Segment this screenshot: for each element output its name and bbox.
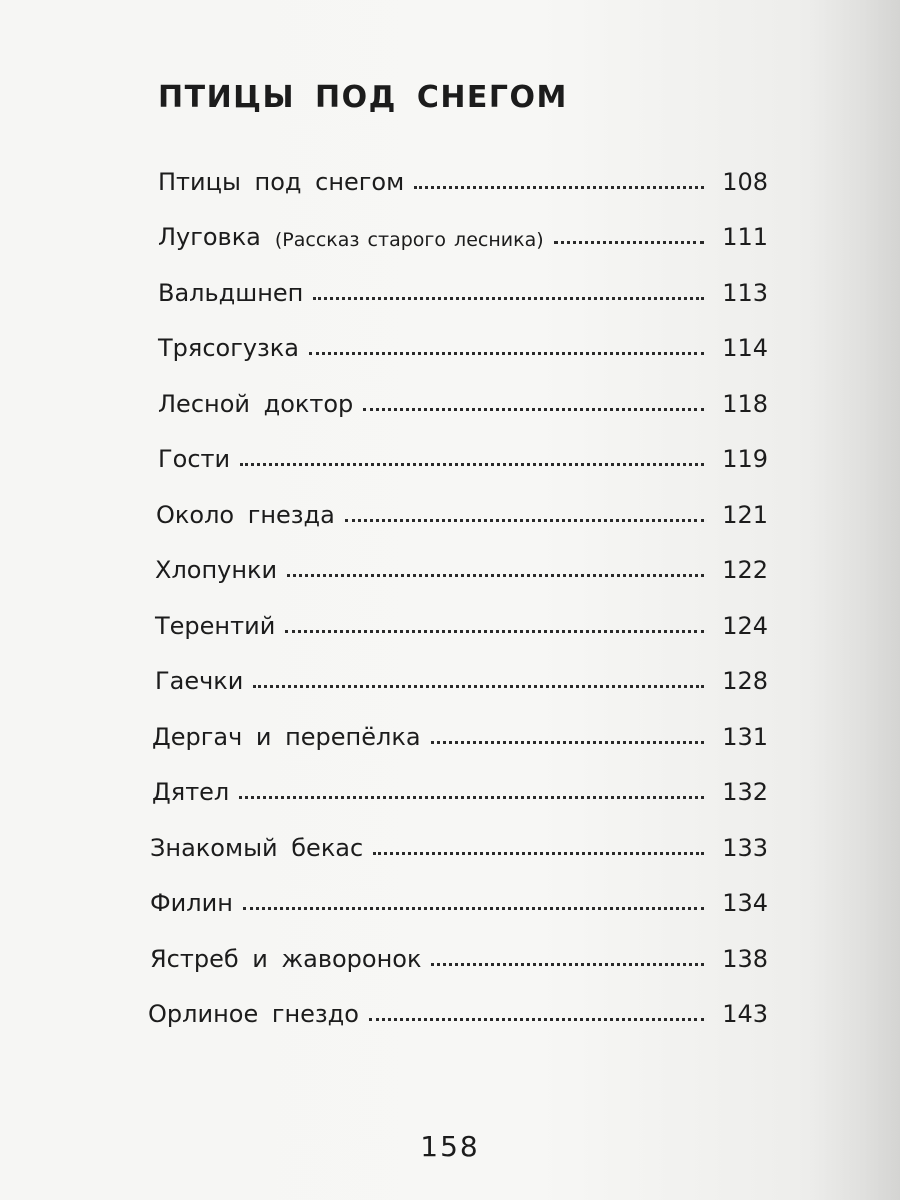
toc-entry bbox=[0, 196, 900, 252]
toc-entry-page: 124 bbox=[722, 611, 768, 640]
toc-entry-title: Трясогузка bbox=[158, 334, 299, 362]
toc-entry-subtitle: (Рассказ старого лесника) bbox=[274, 229, 544, 251]
toc-entry-page: 119 bbox=[722, 445, 768, 473]
toc-entry bbox=[0, 917, 900, 973]
dot-leader bbox=[414, 186, 704, 189]
toc-entry-page: 122 bbox=[722, 556, 768, 584]
toc-entry-title: Дятел bbox=[152, 778, 230, 806]
dot-leader bbox=[431, 741, 704, 744]
toc-entry-page: 114 bbox=[722, 334, 768, 362]
dot-leader bbox=[285, 630, 704, 633]
toc-entry-page: 143 bbox=[722, 1000, 768, 1028]
toc-entry bbox=[0, 529, 900, 585]
toc-entry bbox=[0, 307, 900, 363]
toc-entry-page: 134 bbox=[722, 889, 768, 917]
toc-entry-page: 118 bbox=[722, 389, 768, 418]
dot-leader bbox=[373, 852, 704, 855]
dot-leader bbox=[363, 408, 704, 411]
toc-entry-page: 138 bbox=[722, 944, 768, 973]
toc-entry-title: Гости bbox=[158, 445, 231, 473]
toc-entry-page: 133 bbox=[722, 833, 768, 862]
toc-entry bbox=[0, 751, 900, 807]
toc-entry-title: Знакомый бекас bbox=[150, 833, 364, 862]
toc-entry bbox=[0, 251, 900, 307]
dot-leader bbox=[313, 297, 704, 300]
dot-leader bbox=[345, 519, 704, 522]
section-title: ПТИЦЫ ПОД СНЕГОМ bbox=[158, 80, 568, 115]
dot-leader bbox=[554, 241, 704, 244]
toc-entry-title: Луговка bbox=[158, 223, 261, 251]
toc-entry-page: 132 bbox=[722, 778, 768, 806]
toc-entry bbox=[0, 584, 900, 640]
dot-leader bbox=[253, 685, 704, 688]
toc-entry-page: 128 bbox=[722, 667, 768, 695]
dot-leader bbox=[287, 574, 704, 577]
toc-entry bbox=[0, 140, 900, 196]
toc-entry-title: Гаечки bbox=[155, 667, 244, 695]
toc-entry bbox=[0, 362, 900, 418]
toc-entry-title: Терентий bbox=[155, 611, 276, 640]
toc-entry bbox=[0, 473, 900, 529]
dot-leader bbox=[309, 352, 704, 355]
toc-entry-title: Около гнезда bbox=[156, 500, 335, 529]
table-of-contents bbox=[0, 140, 900, 1028]
toc-entry bbox=[0, 695, 900, 751]
dot-leader bbox=[243, 907, 704, 910]
dot-leader bbox=[431, 963, 704, 966]
toc-entry-title: Орлиное гнездо bbox=[148, 1000, 359, 1028]
dot-leader bbox=[239, 796, 704, 799]
toc-entry bbox=[0, 862, 900, 918]
toc-entry-title: Филин bbox=[150, 889, 233, 917]
toc-entry-page: 111 bbox=[722, 223, 768, 251]
toc-entry-title: Хлопунки bbox=[155, 556, 278, 584]
toc-entry-title: Ястреб и жаворонок bbox=[150, 944, 422, 973]
page-number: 158 bbox=[420, 1130, 480, 1163]
toc-entry-page: 121 bbox=[722, 500, 768, 529]
toc-entry-page: 131 bbox=[722, 722, 768, 751]
toc-entry-title: Лесной доктор bbox=[158, 389, 354, 418]
toc-entry-page: 113 bbox=[722, 278, 768, 307]
dot-leader bbox=[240, 463, 704, 466]
toc-entry bbox=[0, 640, 900, 696]
dot-leader bbox=[369, 1018, 704, 1021]
toc-entry bbox=[0, 806, 900, 862]
toc-entry-page: 108 bbox=[722, 167, 768, 196]
toc-entry bbox=[0, 418, 900, 474]
toc-entry bbox=[0, 973, 900, 1029]
toc-entry-title: Птицы под снегом bbox=[158, 167, 405, 196]
toc-entry-title: Дергач и перепёлка bbox=[152, 722, 421, 751]
toc-entry-title: Вальдшнеп bbox=[158, 278, 304, 307]
